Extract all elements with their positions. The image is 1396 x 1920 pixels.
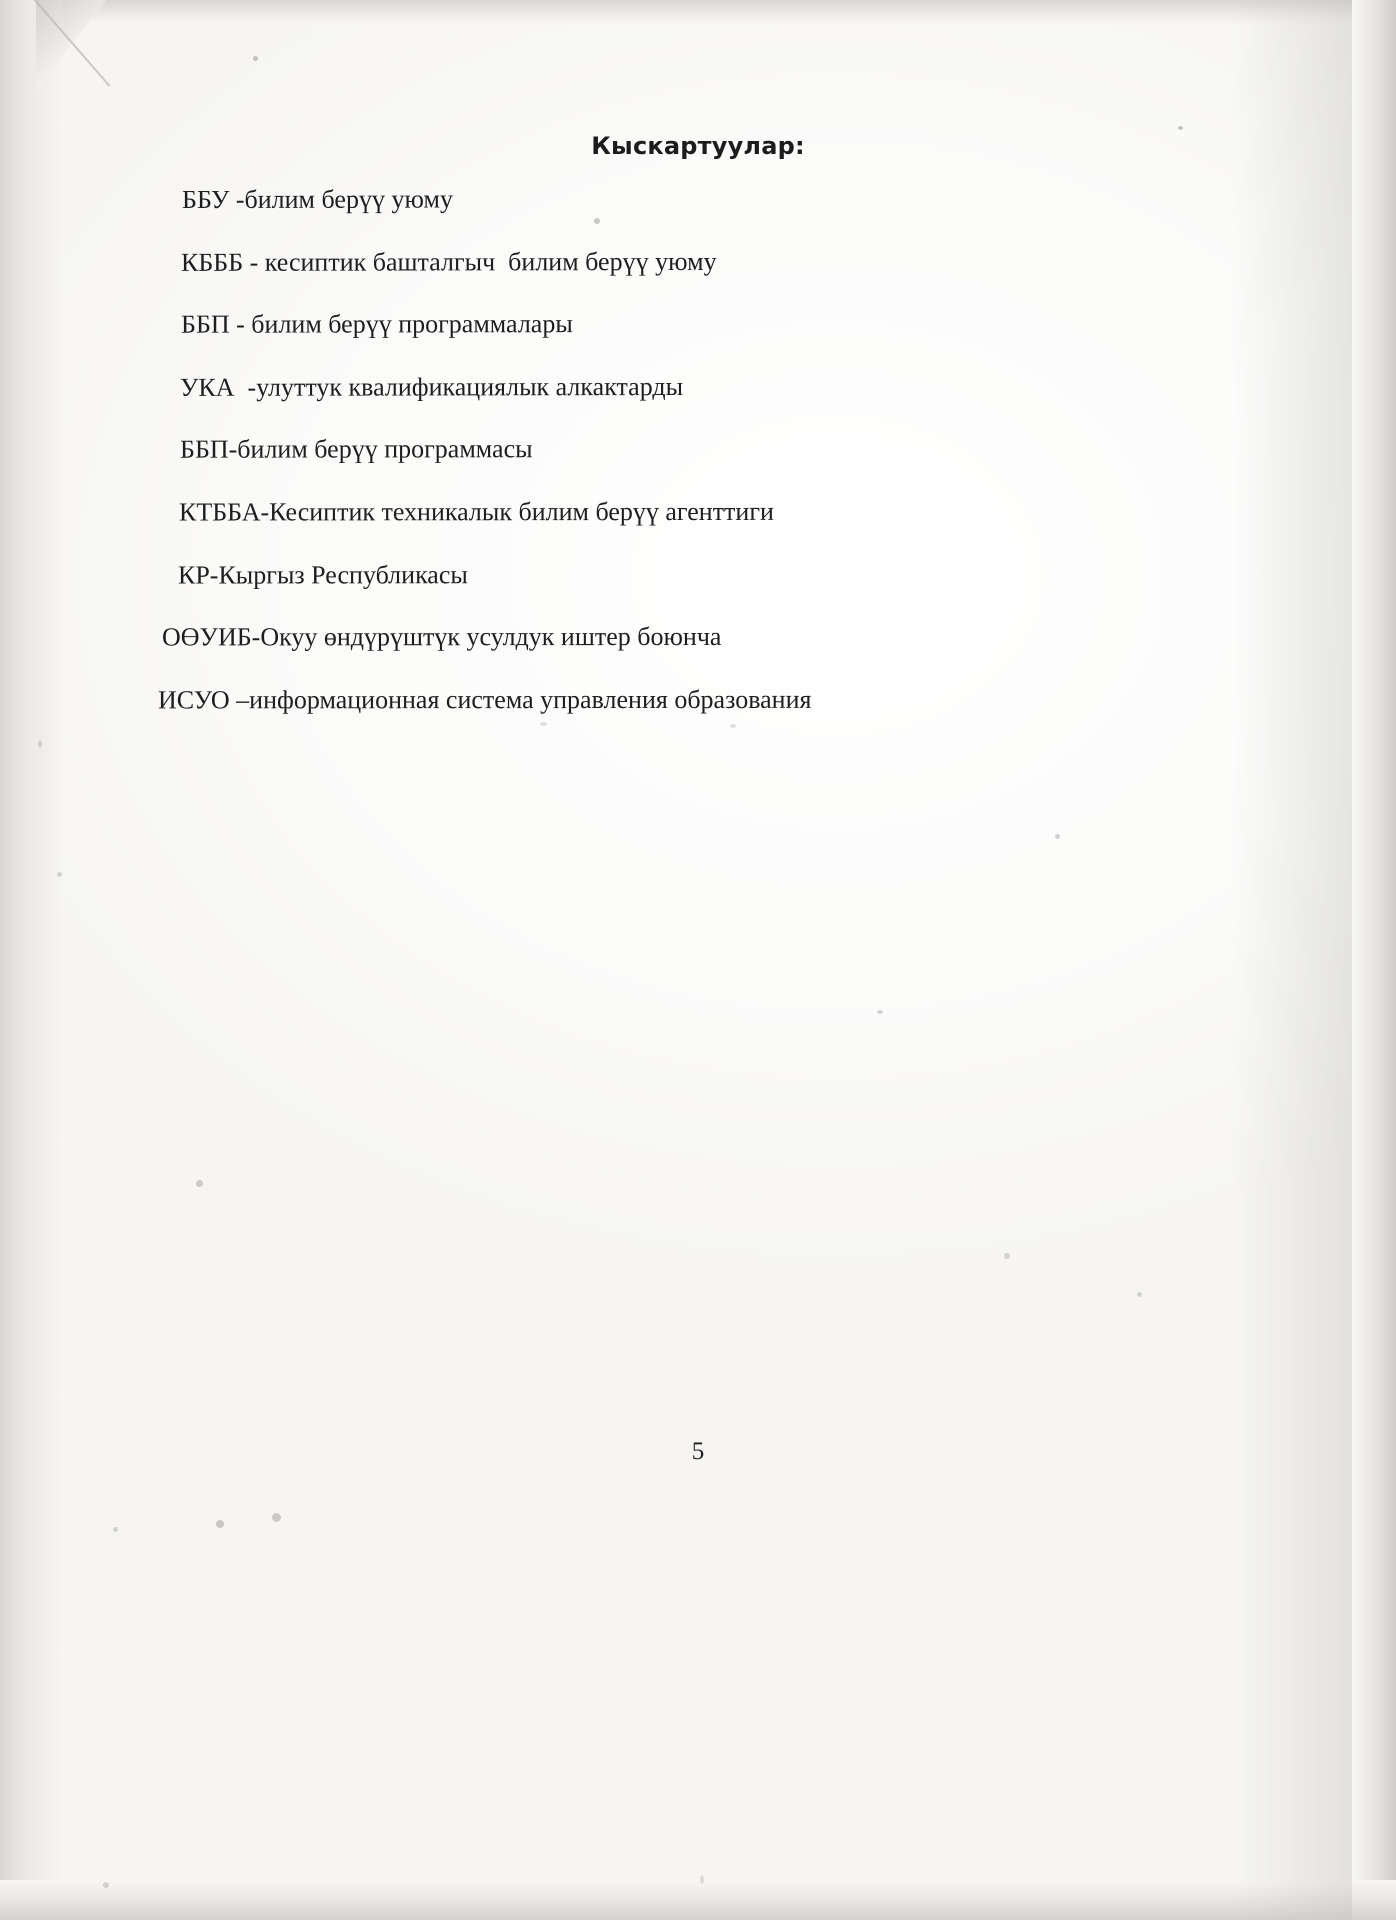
list-item: ББП - билим берүү программалары (180, 309, 573, 339)
list-item: ББП-билим берүү программасы (179, 434, 533, 465)
list-item: ББУ -билим берүү уюму (181, 184, 453, 215)
list-item: КБББ - кесиптик башталгыч билим берүү уюму (180, 246, 717, 277)
page-number: 5 (691, 1438, 705, 1465)
page-title: Кыскартуулар: (591, 132, 805, 160)
list-item: КР-Кыргыз Республикасы (177, 559, 468, 590)
abbreviations-list (157, 184, 1178, 748)
list-item: ИСУО –информационная система управления образования (157, 684, 812, 715)
list-item: УКА -улуттук квалификациялык алкактарды (179, 371, 684, 402)
list-item: КТББА-Кесиптик техникалык билим берүү агенттиги (178, 496, 774, 527)
list-item: ОӨУИБ-Окуу өндүрүштүк усулдук иштер боюнча (161, 622, 722, 652)
